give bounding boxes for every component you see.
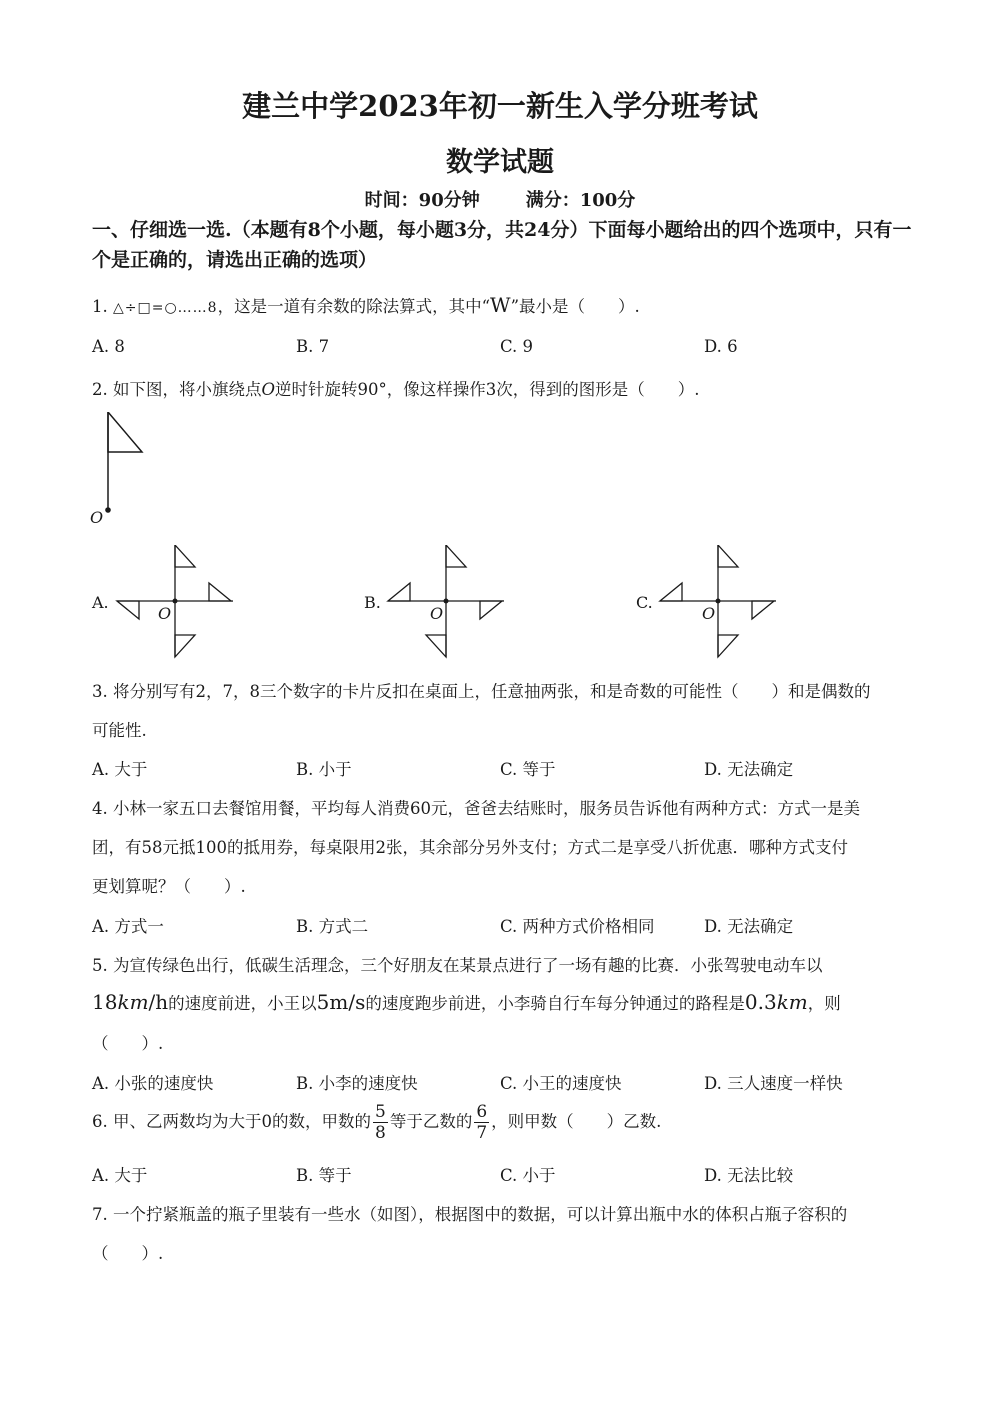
flag-point-label: O — [90, 508, 104, 527]
q4-option-b[interactable]: B. 方式二 — [296, 917, 369, 936]
q2-option-c-figure[interactable] — [658, 545, 780, 661]
exam-subtitle: 数学试题 — [446, 147, 554, 178]
q6-option-a[interactable]: A. 大于 — [92, 1166, 148, 1185]
question-4-line-3: 更划算呢？（ ）. — [92, 877, 246, 896]
q6-option-d[interactable]: D. 无法比较 — [704, 1166, 794, 1185]
q4-option-d[interactable]: D. 无法确定 — [704, 917, 794, 936]
q1-option-b[interactable]: B. 7 — [296, 337, 330, 356]
q6-text-1: 6. 甲、乙两数均为大于0的数，甲数的 — [92, 1112, 371, 1131]
q5-value-2: 5m/s — [316, 990, 366, 1014]
question-1 — [92, 293, 640, 317]
question-6 — [92, 1102, 661, 1143]
q5-unit-1: km — [117, 990, 149, 1014]
question-5-line-3: （ ）. — [92, 1034, 164, 1053]
q4-option-a[interactable]: A. 方式一 — [92, 917, 164, 936]
q1-option-a[interactable]: A. 8 — [92, 337, 125, 356]
q2-option-c-label[interactable]: C. — [636, 593, 653, 612]
section-heading: 一、仔细选一选.（本题有8个小题，每小题3分，共24分）下面每小题给出的四个选项中，只有一个是正确的，请选出正确的选项） — [92, 219, 912, 271]
question-3-line-1: 3. 将分别写有2，7，8三个数字的卡片反扣在桌面上，任意抽两张，和是奇数的可能性（ ）和是偶数的 — [92, 682, 871, 701]
q3-option-c[interactable]: C. 等于 — [500, 760, 556, 779]
q6-text-3: ，则甲数（ ）乙数. — [491, 1112, 662, 1131]
q3-option-d[interactable]: D. 无法确定 — [704, 760, 794, 779]
exam-title: 建兰中学2023年初一新生入学分班考试 — [242, 89, 758, 123]
q6-fraction-1-denominator: 8 — [375, 1123, 386, 1143]
question-3-line-2: 可能性. — [92, 721, 147, 740]
q1-option-c[interactable]: C. 9 — [500, 337, 534, 356]
flag-figure — [100, 412, 150, 522]
q2-option-b-label[interactable]: B. — [364, 593, 381, 612]
q1-expression: △÷□=○……8 — [113, 300, 218, 316]
q2-option-c-point: O — [702, 604, 716, 623]
q1-symbol: W — [490, 293, 511, 317]
question-5-line-2 — [92, 990, 841, 1014]
question-4-line-1: 4. 小林一家五口去餐馆用餐，平均每人消费60元，爸爸去结账时，服务员告诉他有两种方式：方式一是美 — [92, 799, 860, 818]
q6-option-b[interactable]: B. 等于 — [296, 1166, 352, 1185]
exam-time: 时间：90分钟 — [364, 190, 480, 211]
q5-text-3: ，则 — [807, 994, 841, 1013]
q5-option-d[interactable]: D. 三人速度一样快 — [704, 1074, 843, 1093]
q2-text-b: 逆时针旋转 — [275, 380, 358, 399]
q1-option-d[interactable]: D. 6 — [704, 337, 738, 356]
q5-unit-3: km — [776, 990, 808, 1014]
q1-text: ，这是一道有余数的除法算式，其中“ — [217, 297, 491, 316]
question-5-line-1: 5. 为宣传绿色出行，低碳生活理念，三个好朋友在某景点进行了一场有趣的比赛．小张驾驶电动车以 — [92, 956, 823, 975]
question-2 — [92, 376, 700, 400]
q2-option-a-figure[interactable] — [115, 545, 237, 661]
q6-fraction-2-numerator: 6 — [476, 1102, 488, 1122]
q2-text-c: ，像这样操作3次，得到的图形是（ ）. — [386, 380, 700, 399]
q3-option-a[interactable]: A. 大于 — [92, 760, 148, 779]
q2-option-a-label[interactable]: A. — [92, 593, 109, 612]
q5-option-a[interactable]: A. 小张的速度快 — [92, 1074, 214, 1093]
q2-option-b-point: O — [430, 604, 444, 623]
q5-option-b[interactable]: B. 小李的速度快 — [296, 1074, 418, 1093]
q4-option-c[interactable]: C. 两种方式价格相同 — [500, 917, 655, 936]
q2-option-b-figure[interactable] — [386, 545, 508, 661]
q5-unit-1b: /h — [148, 990, 169, 1014]
q6-fraction-1-numerator: 5 — [375, 1102, 386, 1122]
q5-option-c[interactable]: C. 小王的速度快 — [500, 1074, 622, 1093]
q5-text-2: 的速度跑步前进，小李骑自行车每分钟通过的路程是 — [365, 994, 745, 1013]
exam-meta — [0, 186, 1000, 212]
q6-fraction-1 — [373, 1102, 388, 1143]
q5-text-1: 的速度前进，小王以 — [168, 994, 317, 1013]
question-7-line-1: 7. 一个拧紧瓶盖的瓶子里装有一些水（如图），根据图中的数据，可以计算出瓶中水的体积占瓶子容积的 — [92, 1205, 848, 1224]
q1-text-end: ”最小是（ ）. — [510, 297, 640, 316]
q2-option-a-point: O — [158, 604, 172, 623]
question-4-line-2: 团，有58元抵100的抵用券，每桌限用2张，其余部分另外支付；方式二是享受八折优惠．哪种方式支付 — [92, 838, 848, 857]
q3-option-b[interactable]: B. 小于 — [296, 760, 352, 779]
q2-text-a: 2. 如下图，将小旗绕点 — [92, 380, 262, 399]
q6-option-c[interactable]: C. 小于 — [500, 1166, 556, 1185]
q1-number: 1. — [92, 297, 108, 316]
q6-fraction-2 — [474, 1102, 489, 1143]
q5-value-1: 18 — [92, 990, 118, 1014]
q6-fraction-2-denominator: 7 — [476, 1123, 488, 1143]
q5-value-3: 0.3 — [744, 990, 777, 1014]
q2-point: O — [261, 380, 276, 399]
q2-angle: 90° — [357, 380, 387, 399]
q6-text-2: 等于乙数的 — [389, 1112, 473, 1131]
question-7-line-2: （ ）. — [92, 1244, 164, 1263]
exam-score: 满分：100分 — [525, 190, 636, 211]
